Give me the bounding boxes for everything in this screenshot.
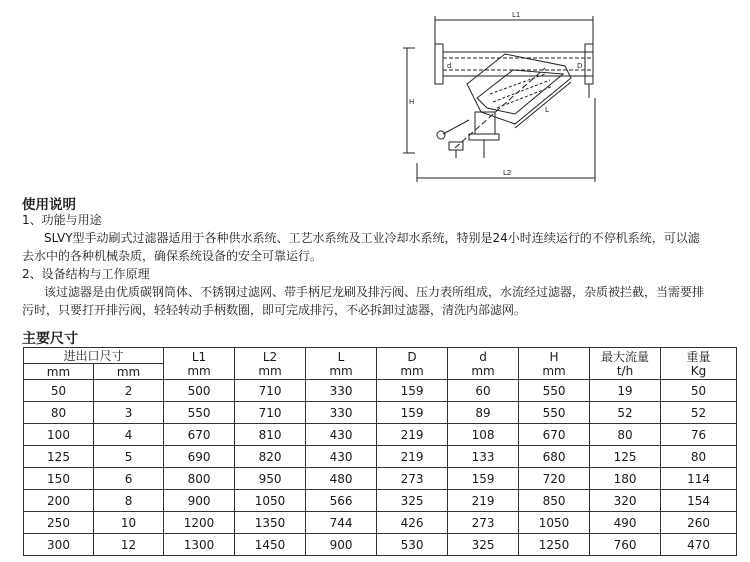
table-cell: 80 [661,446,737,468]
col-header-max-flow: 最大流量 t/h [590,348,661,380]
table-cell: 125 [24,446,94,468]
table-cell: 89 [448,402,519,424]
label-d: d [447,62,452,70]
section-2-title: 2、设备结构与工作原理 [22,267,150,281]
table-cell: 200 [24,490,94,512]
table-cell: 1450 [235,534,306,556]
table-cell: 100 [24,424,94,446]
table-cell: 820 [235,446,306,468]
table-cell: 680 [519,446,590,468]
table-cell: 950 [235,468,306,490]
table-cell: 159 [377,380,448,402]
table-row [24,446,737,468]
table-row [24,380,737,402]
table-cell: 219 [448,490,519,512]
table-cell: 900 [306,534,377,556]
table-cell: 566 [306,490,377,512]
table-cell: 125 [590,446,661,468]
table-cell: 12 [94,534,164,556]
table-cell: 50 [661,380,737,402]
dimensions-heading: 主要尺寸 [22,331,78,347]
table-cell: 3 [94,402,164,424]
col-header-L1: L1 mm [164,348,235,380]
table-cell: 1350 [235,512,306,534]
table-cell: 1200 [164,512,235,534]
table-cell: 900 [164,490,235,512]
table-cell: 273 [448,512,519,534]
table-cell: 4 [94,424,164,446]
sub-header-mm: mm [24,364,94,380]
table-cell: 273 [377,468,448,490]
label-D: D [577,62,583,70]
section-2-line-1: 该过滤器是由优质碳钢筒体、不锈钢过滤网、带手柄尼龙刷及排污阀、压力表所组成，水流经过滤器，杂质被拦截，当需要排 [44,285,705,299]
col-header-D: D mm [377,348,448,380]
label-L2: L2 [503,169,512,177]
col-header-weight: 重量 Kg [661,348,737,380]
table-cell: 530 [377,534,448,556]
col-header-L: L mm [306,348,377,380]
table-cell: 219 [377,446,448,468]
group-header: 进出口尺寸 [24,348,164,364]
table-cell: 50 [24,380,94,402]
table-cell: 670 [164,424,235,446]
table-row [24,512,737,534]
table-cell: 430 [306,424,377,446]
table-cell: 1300 [164,534,235,556]
table-cell: 320 [590,490,661,512]
col-header-L2: L2 mm [235,348,306,380]
table-cell: 150 [24,468,94,490]
table-cell: 159 [377,402,448,424]
table-cell: 76 [661,424,737,446]
col-header-d: d mm [448,348,519,380]
table-cell: 19 [590,380,661,402]
table-cell: 80 [590,424,661,446]
sub-header-inch: mm [94,364,164,380]
table-cell: 550 [164,402,235,424]
table-cell: 2 [94,380,164,402]
table-cell: 430 [306,446,377,468]
table-cell: 810 [235,424,306,446]
table-cell: 133 [448,446,519,468]
table-cell: 550 [519,380,590,402]
table-cell: 219 [377,424,448,446]
table-cell: 1050 [235,490,306,512]
table-cell: 108 [448,424,519,446]
table-cell: 800 [164,468,235,490]
table-cell: 470 [661,534,737,556]
table-cell: 8 [94,490,164,512]
table-cell: 1250 [519,534,590,556]
table-cell: 760 [590,534,661,556]
table-cell: 1050 [519,512,590,534]
table-cell: 710 [235,402,306,424]
table-row [24,402,737,424]
table-row [24,468,737,490]
section-1-title: 1、功能与用途 [22,213,102,227]
label-L1: L1 [512,11,521,19]
label-H: H [409,98,415,106]
table-cell: 52 [661,402,737,424]
table-cell: 80 [24,402,94,424]
table-cell: 550 [519,402,590,424]
table-cell: 52 [590,402,661,424]
table-cell: 850 [519,490,590,512]
table-cell: 154 [661,490,737,512]
table-cell: 330 [306,402,377,424]
table-cell: 690 [164,446,235,468]
table-cell: 180 [590,468,661,490]
filter-technical-drawing [395,8,615,193]
table-cell: 710 [235,380,306,402]
table-row [24,490,737,512]
table-cell: 60 [448,380,519,402]
table-cell: 670 [519,424,590,446]
usage-heading: 使用说明 [22,197,76,213]
table-cell: 426 [377,512,448,534]
table-cell: 500 [164,380,235,402]
table-row [24,424,737,446]
table-cell: 325 [448,534,519,556]
label-L: L [545,106,549,114]
table-cell: 744 [306,512,377,534]
table-cell: 5 [94,446,164,468]
table-cell: 114 [661,468,737,490]
table-cell: 300 [24,534,94,556]
section-1-line-1: SLVY型手动刷式过滤器适用于各种供水系统、工艺水系统及工业冷却水系统，特别是24小时连续运行的不停机系统，可以滤 [44,231,700,245]
table-cell: 480 [306,468,377,490]
table-cell: 6 [94,468,164,490]
table-cell: 325 [377,490,448,512]
table-cell: 159 [448,468,519,490]
col-header-H: H mm [519,348,590,380]
table-cell: 250 [24,512,94,534]
table-cell: 260 [661,512,737,534]
table-cell: 720 [519,468,590,490]
section-1-line-2: 去水中的各种机械杂质，确保系统设备的安全可靠运行。 [22,249,323,263]
table-row [24,534,737,556]
table-cell: 10 [94,512,164,534]
table-cell: 330 [306,380,377,402]
table-cell: 490 [590,512,661,534]
section-2-line-2: 污时，只要打开排污阀，轻轻转动手柄数圈，即可完成排污，不必拆卸过滤器，清洗内部滤网。 [22,303,527,317]
dimensions-table [23,347,737,556]
